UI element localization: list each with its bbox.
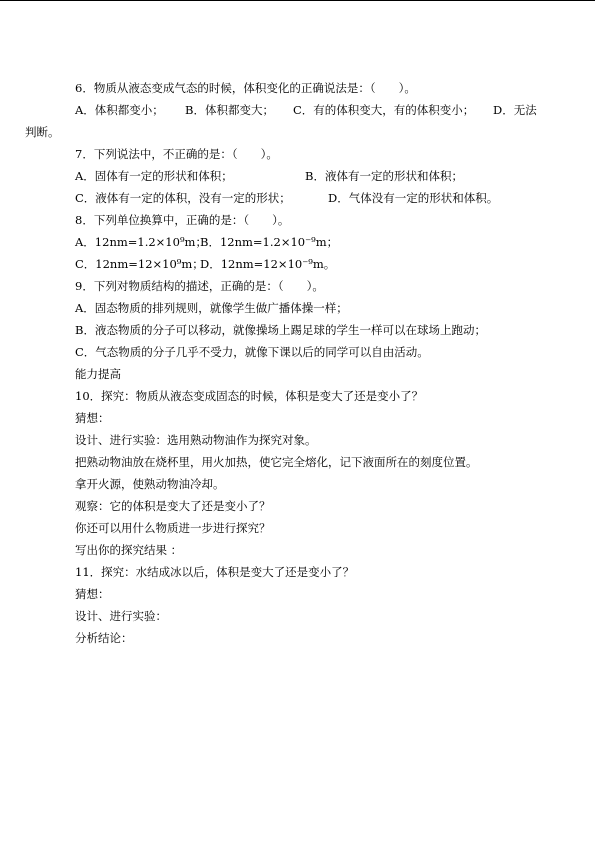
q11-guess: 猜想： [75,587,110,601]
q10-guess: 猜想： [75,411,110,425]
q10-result: 写出你的探究结果 ： [75,543,183,557]
q10-step1: 把熟动物油放在烧杯里，用火加热，使它完全熔化，记下液面所在的刻度位置。 [75,455,478,469]
q6-option-d: D．无法 [493,103,537,117]
q7-option-c: C．液体有一定的体积，没有一定的形状； [75,191,291,205]
q10-observe: 观察：它的体积是变大了还是变小了？ [75,499,271,513]
q9-option-a: A．固态物质的排列规则，就像学生做广播体操一样； [75,301,348,315]
q11-stem: 11．探究：水结成冰以后，体积是变大了还是变小了？ [75,565,355,579]
q10-design: 设计、进行实验：选用熟动物油作为探究对象。 [75,433,317,447]
q7-options-row1 [55,165,545,187]
q11-design: 设计、进行实验： [75,609,167,623]
q6-stem: 6．物质从液态变成气态的时候，体积变化的正确说法是：（ ）。 [75,81,416,95]
q9-stem: 9．下列对物质结构的描述，正确的是：（ ）。 [75,279,324,293]
document-page [25,77,545,649]
q7-option-a: A．固体有一定的形状和体积； [75,169,233,183]
q10-further: 你还可以用什么物质进一步进行探究？ [75,521,271,535]
q7-option-d: D．气体没有一定的形状和体积。 [328,191,499,205]
q9-option-c: C．气态物质的分子几乎不受力，就像下课以后的同学可以自由活动。 [75,345,429,359]
q7-options-row2 [55,187,545,209]
q8-options-row1 [55,231,545,253]
q10-stem: 10．探究：物质从液态变成固态的时候，体积是变大了还是变小了？ [75,389,424,403]
q8-option-b: B．12nm=1.2×10⁻⁹m； [200,235,339,249]
q8-stem: 8．下列单位换算中，正确的是：（ ）。 [75,213,290,227]
q6-option-c: C．有的体积变大，有的体积变小； [293,103,475,117]
q8-option-d: D．12nm=12×10⁻⁹m。 [200,257,336,271]
header-rule [0,0,595,1]
q6-option-a: A．体积都变小； [75,103,164,117]
q8-option-a: A．12nm=1.2×10⁹m； [75,235,207,249]
section-title: 能力提高 [75,367,121,381]
q10-step2: 拿开火源，使熟动物油冷却。 [75,477,225,491]
q6-option-d-cont: 判断。 [25,125,60,139]
q8-option-c: C．12nm=12×10⁹m； [75,257,204,271]
q8-options-row2 [55,253,545,275]
q11-conclusion: 分析结论： [75,631,133,645]
q6-option-b: B．体积都变大； [185,103,274,117]
q7-option-b: B．液体有一定的形状和体积； [305,169,463,183]
q9-option-b: B．液态物质的分子可以移动，就像操场上踢足球的学生一样可以在球场上跑动； [75,323,486,337]
q6-options [55,99,545,121]
q7-stem: 7．下列说法中，不正确的是：（ ）。 [75,147,278,161]
